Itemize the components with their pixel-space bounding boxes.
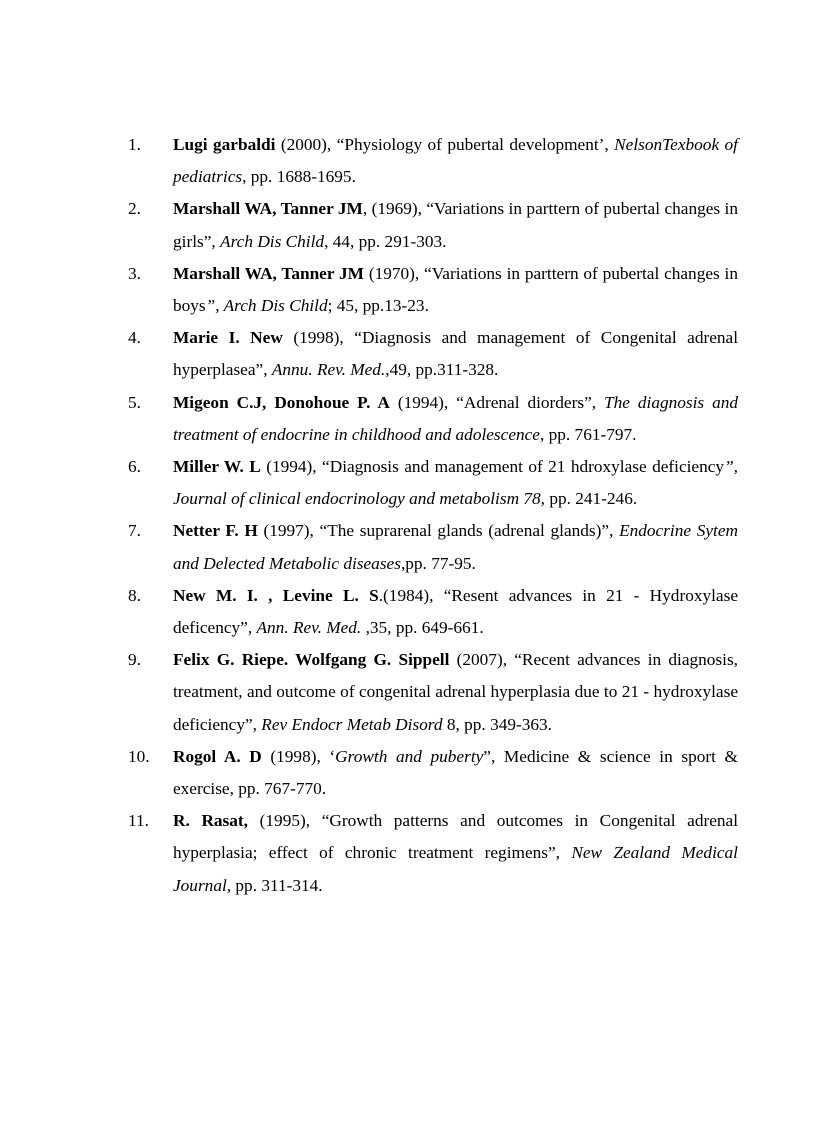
reference-source-title: The diagnosis and treatment of endocrine in childhood and adolescence <box>173 392 739 444</box>
reference-text: , pp. 241-246. <box>540 489 638 509</box>
reference-text: (2000), “Physiology of pubertal development’, <box>275 135 615 154</box>
reference-item <box>128 322 738 386</box>
reference-number: 6. <box>128 457 141 477</box>
reference-item <box>128 515 738 579</box>
reference-number: 7. <box>128 521 141 541</box>
reference-number: 5. <box>128 392 141 412</box>
reference-number: 2. <box>128 199 141 219</box>
reference-source-title: Endocrine Sytem and Delected Metabolic diseases <box>173 521 738 573</box>
reference-author: Lugi garbaldi <box>173 135 276 154</box>
reference-source-title: Rev Endocr Metab Disord <box>261 714 443 734</box>
reference-number: 10. <box>128 746 150 766</box>
reference-text: ,49, pp.311-328. <box>385 360 499 380</box>
reference-source-title: Ann. Rev. Med. <box>256 618 362 638</box>
reference-text: ,pp. 77-95. <box>400 553 476 573</box>
reference-source-title: NelsonTexbook of pediatrics <box>173 135 738 187</box>
reference-source-title: Growth and puberty <box>335 746 484 766</box>
reference-number: 1. <box>128 135 141 154</box>
reference-author: Miller W. L <box>173 457 261 477</box>
reference-source-title: Arch Dis Child <box>220 231 325 251</box>
reference-item <box>128 644 738 741</box>
reference-item <box>128 451 738 515</box>
reference-text: (2007), “Recent advances in diagnosis, treatment, and outcome of congenital adrenal hyperplasia due to 21 - hydroxylase deficiency”, <box>173 650 738 734</box>
reference-author: Marshall WA, Tanner JM <box>173 263 364 283</box>
reference-author: Migeon C.J, Donohoue P. A <box>173 392 390 412</box>
reference-author: Marshall WA, Tanner JM <box>173 199 363 219</box>
reference-text: , (1969), “Variations in parttern of pubertal changes in girls”, <box>173 199 738 251</box>
reference-number: 3. <box>128 263 141 283</box>
reference-text: , pp. 1688-1695. <box>242 167 356 187</box>
reference-author: New M. I. , Levine L. S <box>173 585 379 605</box>
reference-item <box>128 805 738 902</box>
reference-number: 9. <box>128 650 141 670</box>
reference-text: ”, Medicine & science in sport & exercise, pp. 767-770. <box>173 746 738 799</box>
reference-author: Felix G. Riepe. Wolfgang G. Sippell <box>173 650 450 670</box>
reference-text: ; 45, pp.13-23. <box>327 296 429 316</box>
reference-number: 8. <box>128 585 141 605</box>
reference-item <box>128 129 738 193</box>
reference-source-title: ”, Journal of clinical endocrinology and metabolism 78 <box>173 457 738 509</box>
reference-source-title: ”, Arch Dis Child <box>205 296 328 316</box>
reference-text: (1994), “Adrenal diorders”, <box>389 392 605 412</box>
reference-text: , 44, pp. 291-303. <box>324 231 447 251</box>
reference-text: , pp. 761-797. <box>539 424 637 444</box>
reference-item <box>128 580 738 644</box>
reference-text: (1994), “Diagnosis and management of 21 hdroxylase deficiency <box>260 457 725 477</box>
reference-item <box>128 741 738 805</box>
reference-list <box>128 129 738 902</box>
reference-item <box>128 193 738 257</box>
reference-item <box>128 258 738 322</box>
reference-author: Rogol A. D <box>173 746 262 766</box>
reference-text: (1998), ‘ <box>261 746 336 766</box>
reference-author: Marie I. New <box>173 328 283 348</box>
reference-text: .(1984), “Resent advances in 21 - Hydroxylase deficency”, <box>173 585 738 638</box>
reference-author: Netter F. H <box>173 521 258 541</box>
reference-text: (1995), “Growth patterns and outcomes in Congenital adrenal hyperplasia; effect of chronic treatment regimens”, <box>173 811 739 863</box>
reference-text: (1998), “Diagnosis and management of Congenital adrenal hyperplasea”, <box>173 328 738 380</box>
reference-source-title: New Zealand Medical Journal, <box>173 843 738 895</box>
reference-number: 11. <box>128 811 149 831</box>
reference-text: 8, pp. 349-363. <box>442 714 552 734</box>
reference-source-title: Annu. Rev. Med. <box>271 360 386 380</box>
reference-text: (1970), “Variations in parttern of pubertal changes in boys <box>173 263 738 316</box>
reference-text: (1997), “The suprarenal glands (adrenal glands)”, <box>257 521 620 541</box>
reference-author: R. Rasat, <box>173 811 249 831</box>
reference-text: ,35, pp. 649-661. <box>361 618 484 638</box>
reference-item <box>128 387 738 451</box>
reference-number: 4. <box>128 328 141 348</box>
reference-text: pp. 311-314. <box>231 875 323 895</box>
